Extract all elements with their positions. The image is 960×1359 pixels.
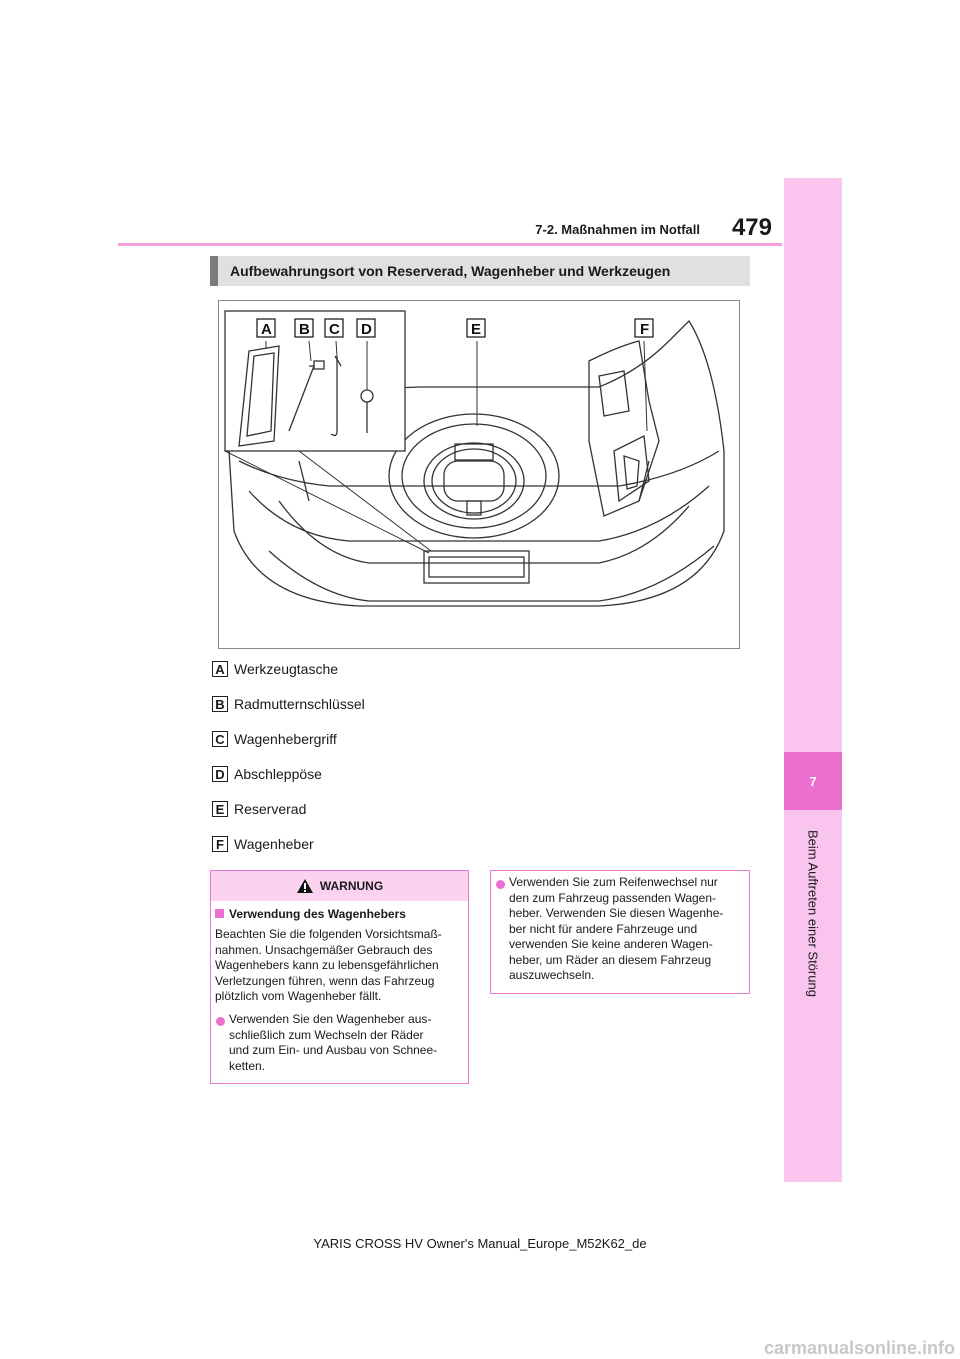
square-bullet-icon xyxy=(215,909,224,918)
section-title: Aufbewahrungsort von Reserverad, Wagenheber und Werkzeugen xyxy=(210,256,750,286)
page-number: 479 xyxy=(731,214,772,241)
legend-label: Abschleppöse xyxy=(234,766,322,782)
bullet-dot-icon xyxy=(496,880,505,889)
legend-item xyxy=(212,798,512,820)
header-rule xyxy=(118,243,782,246)
legend-label: Wagenhebergriff xyxy=(234,731,337,747)
legend-item xyxy=(212,763,512,785)
callout-f-label: F xyxy=(640,321,650,338)
trunk-drawing xyxy=(219,301,739,648)
warning-bullet-1: Verwenden Sie den Wagenheber aus- schließlich zum Wechseln der Räder und zum Ein- und Ausbau von Schnee- ketten. xyxy=(229,1012,438,1073)
legend-label: Wagenheber xyxy=(234,836,314,852)
legend-label: Werkzeugtasche xyxy=(234,661,339,677)
legend-letter: E xyxy=(212,801,228,817)
legend-item xyxy=(212,728,512,750)
legend-label: Reserverad xyxy=(234,801,307,817)
watermark: carmanualsonline.info xyxy=(763,1338,955,1358)
legend-item xyxy=(212,658,512,680)
callout-e-label: E xyxy=(471,321,482,338)
legend-item xyxy=(212,693,512,715)
legend-label: Radmutternschlüssel xyxy=(234,696,365,712)
warning-header xyxy=(211,871,468,901)
legend-letter: B xyxy=(212,696,228,712)
warning-box-continued xyxy=(490,870,750,994)
chapter-label-text: Beim Auftreten einer Störung xyxy=(805,830,821,997)
chapter-label-vertical xyxy=(784,830,842,1130)
warning-box xyxy=(210,870,469,1084)
legend-item xyxy=(212,833,512,855)
legend-letter: F xyxy=(212,836,228,852)
chapter-number-tab: 7 xyxy=(784,752,842,810)
legend-letter: A xyxy=(212,661,228,677)
warning-intro: Beachten Sie die folgenden Vorsichtsmaß- nahmen. Unsachgemäßer Gebrauch des Wagenhebers kann zu lebensgefährlichen Verletzungen führen, wenn das Fahrzeug plötzlich vom Wagenheber fällt. xyxy=(215,927,442,1003)
trunk-illustration xyxy=(218,300,740,649)
callout-a-label: A xyxy=(261,321,272,338)
warning-heading: Verwendung des Wagenhebers xyxy=(215,907,406,923)
bullet-dot-icon xyxy=(216,1017,225,1026)
chapter-title: 7-2. Maßnahmen im Notfall xyxy=(535,222,700,237)
warning-triangle-icon xyxy=(296,878,314,894)
legend-letter: C xyxy=(212,731,228,747)
callout-b-label: B xyxy=(299,321,310,338)
warning-header-label: WARNUNG xyxy=(319,879,384,893)
callout-d-label: D xyxy=(361,321,372,338)
footer-manual-id: YARIS CROSS HV Owner's Manual_Europe_M52K62_de xyxy=(313,1236,647,1251)
legend-letter: D xyxy=(212,766,228,782)
warning-bullet-2: Verwenden Sie zum Reifenwechsel nur den zum Fahrzeug passenden Wagen- heber. Verwenden Sie diesen Wagenhe- ber nicht für andere Fahrzeuge und verwenden Sie keine anderen Wagen- heber, um Räder an diesem Fahrzeug auszuwechseln. xyxy=(509,875,724,982)
callout-c-label: C xyxy=(329,321,340,338)
